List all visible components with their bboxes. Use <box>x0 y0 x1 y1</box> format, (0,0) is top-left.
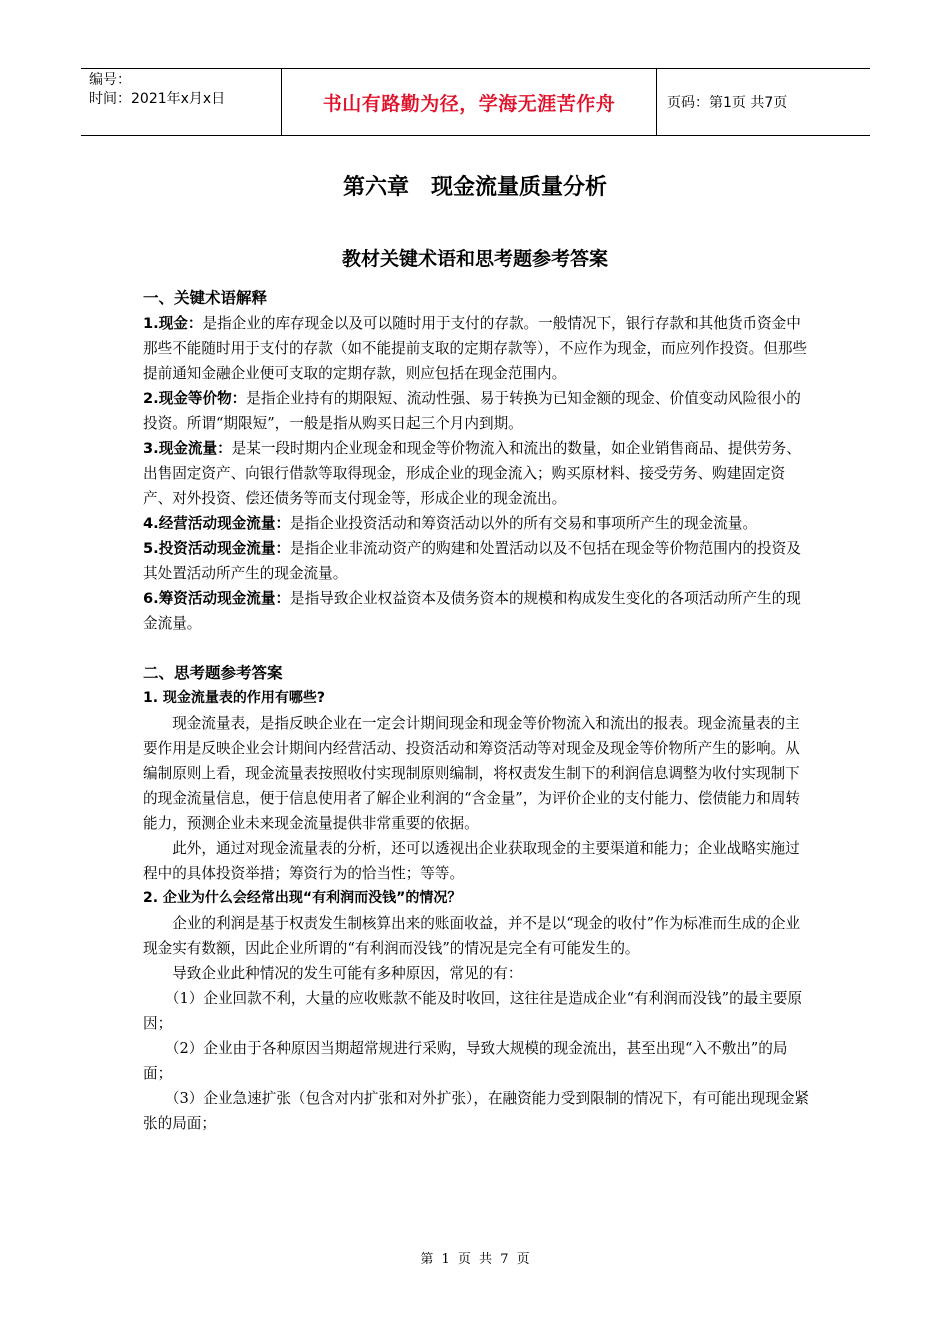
term-text: 是指企业的库存现金以及可以随时用于支付的存款。一般情况下，银行存款和其他货币资金中那些不能随时用于支付的存款（如不能提前支取的定期存款等），不应作为现金，而应列作投资。但那些提前通知金融企业便可支取的定期存款，则应包括在现金范围内。 <box>143 315 808 382</box>
term-label: 5.投资活动现金流量： <box>143 540 291 557</box>
section-heading: 一、关键术语解释 <box>143 289 268 307</box>
question-heading: 2. 企业为什么会经常出现“有利润而没钱”的情况？ <box>143 890 462 906</box>
document-body <box>143 286 813 1136</box>
term-paragraph <box>143 536 813 586</box>
header-meta <box>81 69 281 135</box>
term-paragraph <box>143 386 813 436</box>
term-label: 1.现金： <box>143 315 203 332</box>
page-header <box>81 68 870 136</box>
answer-list-item: （2）企业由于各种原因当期超常规进行采购，导致大规模的现金流出，甚至出现“入不敷出”的局面； <box>143 1040 788 1082</box>
answer-list-item: （1）企业回款不利，大量的应收账款不能及时收回，这往往是造成企业“有利润而没钱”的最主要原因； <box>143 990 803 1032</box>
term-label: 6.筹资活动现金流量： <box>143 590 291 607</box>
term-paragraph <box>143 586 813 636</box>
term-text: 是某一段时期内企业现金和现金等价物流入和流出的数量，如企业销售商品、提供劳务、出售固定资产、向银行借款等取得现金，形成企业的现金流入；购买原材料、接受劳务、购建固定资产、对外投资、偿还债务等而支付现金等，形成企业的现金流出。 <box>143 440 801 507</box>
term-label: 2.现金等价物： <box>143 390 247 407</box>
answer-paragraph: 此外，通过对现金流量表的分析，还可以透视出企业获取现金的主要渠道和能力；企业战略实施过程中的具体投资举措；筹资行为的恰当性；等等。 <box>143 840 800 882</box>
answer-paragraph: 导致企业此种情况的发生可能有多种原因，常见的有： <box>172 965 523 982</box>
page-footer: 第 1 页 共 7 页 <box>420 1252 530 1267</box>
section-heading: 二、思考题参考答案 <box>143 664 283 682</box>
term-text: 是指导致企业权益资本及债务资本的规模和构成发生变化的各项活动所产生的现金流量。 <box>143 590 801 632</box>
answer-list-item: （3）企业急速扩张（包含对内扩张和对外扩张），在融资能力受到限制的情况下，有可能出现现金紧张的局面； <box>143 1090 810 1132</box>
chapter-title: 第六章 现金流量质量分析 <box>342 175 607 200</box>
header-motto: 书山有路勤为径，学海无涯苦作舟 <box>281 69 657 135</box>
answer-paragraph: 现金流量表，是指反映企业在一定会计期间现金和现金等价物流入和流出的报表。现金流量表的主要作用是反映企业会计期间内经营活动、投资活动和筹资活动等对现金及现金等价物所产生的影响。从编制原则上看，现金流量表按照收付实现制原则编制，将权责发生制下的利润信息调整为收付实现制下的现金流量信息，便于信息使用者了解企业利润的“含金量”，为评价企业的支付能力、偿债能力和周转能力，预测企业未来现金流量提供非常重要的依据。 <box>143 715 801 832</box>
document-subtitle: 教材关键术语和思考题参考答案 <box>341 248 608 270</box>
answer-paragraph: 企业的利润是基于权责发生制核算出来的账面收益，并不是以“现金的收付”作为标准而生成的企业现金实有数额，因此企业所谓的“有利润而没钱”的情况是完全有可能发生的。 <box>143 915 801 957</box>
term-paragraph <box>143 311 813 386</box>
spacer <box>143 636 813 661</box>
number-label: 编号： <box>89 72 131 88</box>
term-paragraph <box>143 511 813 536</box>
term-text: 是指企业持有的期限短、流动性强、易于转换为已知金额的现金、价值变动风险很小的投资。所谓“期限短”，一般是指从购买日起三个月内到期。 <box>143 390 801 432</box>
question-heading: 1. 现金流量表的作用有哪些? <box>143 690 326 706</box>
term-text: 是指企业投资活动和筹资活动以外的所有交易和事项所产生的现金流量。 <box>290 515 758 532</box>
time-label: 时间：2021年x月x日 <box>89 91 226 107</box>
term-paragraph <box>143 436 813 511</box>
term-label: 4.经营活动现金流量： <box>143 515 291 532</box>
term-text: 是指企业非流动资产的购建和处置活动以及不包括在现金等价物范围内的投资及其处置活动所产生的现金流量。 <box>143 540 801 582</box>
term-label: 3.现金流量： <box>143 440 232 457</box>
header-page-code: 页码：第1页 共7页 <box>667 95 788 111</box>
